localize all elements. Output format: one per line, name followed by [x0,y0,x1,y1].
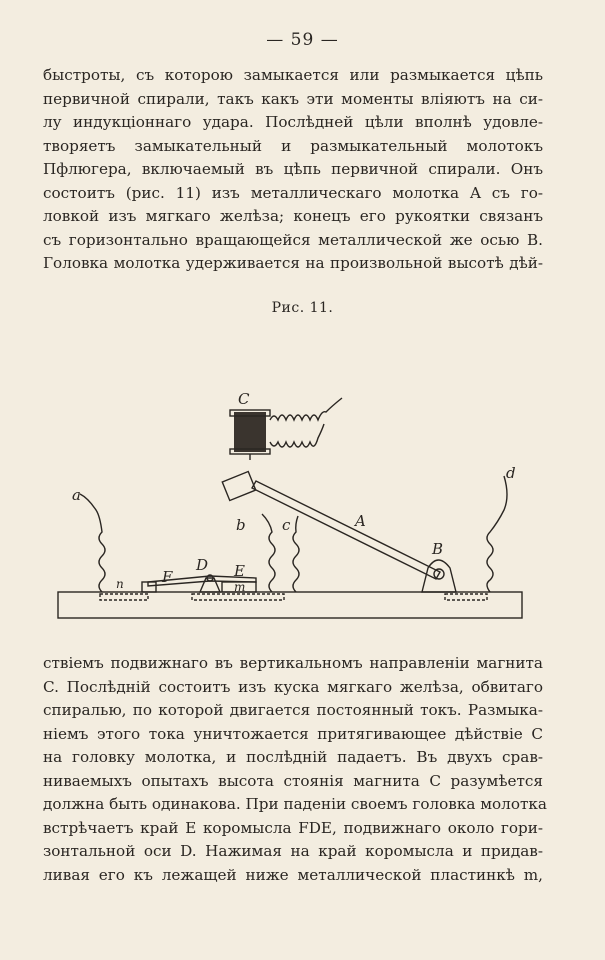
text-line: быстроты, съ которою замыкается или размыкается цѣпь [43,66,543,84]
label-m: m [234,580,246,594]
paragraph-1 [43,64,543,276]
axle-support [422,560,456,592]
text-line: встрѣчаетъ край E коромысла FDE, подвижнаго около гори- [43,818,543,837]
text-line: должна быть одинакова. При паденіи своемъ головка молотка [43,795,547,813]
text-line: спиралью, по которой двигается постоянный токъ. Размыка- [43,701,543,719]
text-line: C. Послѣдній состоитъ изъ куска мягкаго желѣза, обвитаго [43,677,543,696]
wire-d [487,476,507,592]
text-line: зонтальной оси D. Нажимая на край коромысла и придав- [43,842,543,860]
base-recess [445,594,487,600]
text-line: первичной спирали, такъ какъ эти моменты вліяютъ на си- [43,89,543,108]
label-E: E [234,562,245,580]
label-n: n [116,577,124,591]
figure-illustration [50,360,530,625]
text-line: ніемъ этого тока уничтожается притягивающее дѣйствіе C [43,724,543,743]
label-a: a [72,486,81,504]
text-line: съ горизонтально вращающейся металлической же осью B. [43,230,543,249]
wire-a [80,494,105,592]
wire-b [262,514,275,592]
hammer-handle [252,481,440,579]
text-line: ловкой изъ мягкаго желѣза; конецъ его рукоятки связанъ [43,207,543,225]
base-recess [192,594,284,600]
page-number: — 59 — [266,30,339,50]
pivot-D [200,578,220,592]
magnet-coil [234,412,266,452]
text-line: на головку молотка, и послѣдній падаетъ. Въ двухъ срав- [43,748,543,766]
hammer-head [222,471,255,500]
label-c: c [282,516,291,534]
label-B: B [432,540,444,558]
wire-c [293,516,299,592]
text-line: ниваемыхъ опытахъ высота стоянія магнита C разумѣется [43,771,543,790]
label-C: C [238,390,250,408]
label-A: A [355,512,366,530]
text-line: лу индукціоннаго удара. Послѣдней цѣли вполнѣ удовле- [43,113,543,131]
text-line: Головка молотка удерживается на произвольной высотѣ дѣй- [43,254,543,272]
base-board [58,592,522,618]
magnet-wire-lower [270,424,324,447]
text-line: творяетъ замыкательный и размыкательный молотокъ [43,136,543,155]
text-line: состоитъ (рис. 11) изъ металлическаго молотка A съ го- [43,183,543,202]
base-recess [100,594,148,600]
text-line: ствіемъ подвижнаго въ вертикальномъ направленіи магнита [43,654,543,672]
label-F: F [162,568,173,586]
contact-F [142,582,156,592]
paragraph-2 [43,652,547,887]
magnet-wire-upper [270,398,342,420]
figure-caption: Рис. 11. [271,300,334,316]
label-d: d [506,464,516,482]
label-b: b [236,516,246,534]
text-line: Пфлюгера, включаемый въ цѣпь первичной спирали. Онъ [43,160,543,178]
text-line: ливая его къ лежащей ниже металлической пластинкѣ m, [43,865,543,884]
label-D: D [196,556,209,574]
